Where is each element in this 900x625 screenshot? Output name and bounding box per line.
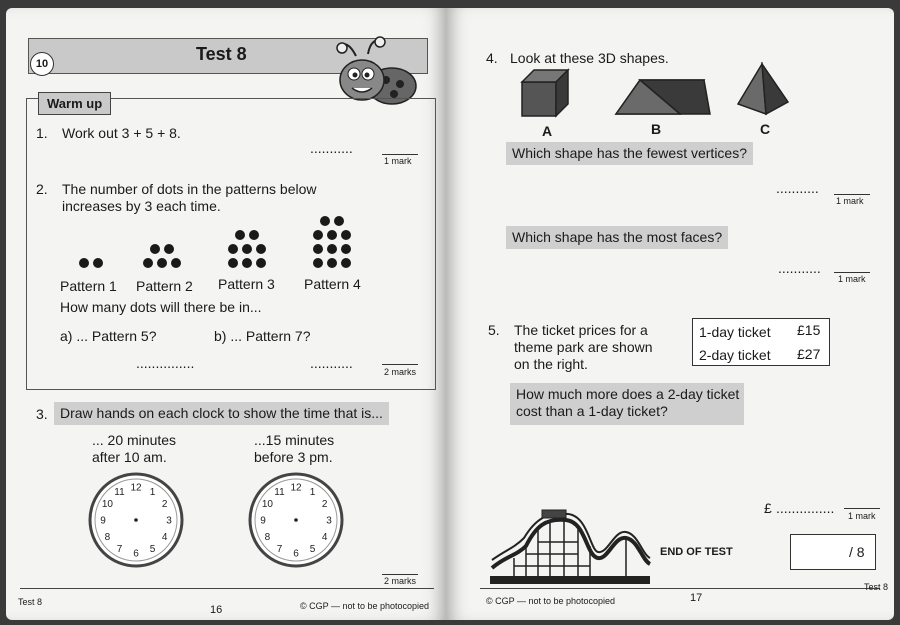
clock-number: 5 [149, 544, 156, 556]
dot [256, 244, 266, 254]
pattern-2-label: Pattern 2 [136, 278, 193, 294]
clock-number: 10 [101, 499, 113, 510]
score-total: / 8 [849, 544, 865, 560]
dot [341, 244, 351, 254]
dot [313, 258, 323, 268]
clock-number: 4 [161, 532, 168, 543]
clock-number: 11 [274, 486, 285, 498]
dot [313, 230, 323, 240]
clock-number: 7 [276, 544, 283, 556]
clock-number: 1 [149, 486, 156, 498]
q4-mark-line-1 [834, 194, 870, 195]
shape-label-b: B [651, 121, 662, 137]
q5-text-line2: theme park are shown [514, 339, 653, 355]
clock-number: 3 [166, 515, 172, 527]
pattern-3-label: Pattern 3 [218, 276, 275, 292]
footer-rule-right [480, 588, 880, 589]
dot [143, 258, 153, 268]
dot [334, 216, 344, 226]
footer-right-label: Test 8 [864, 582, 889, 592]
shape-label-c: C [760, 121, 771, 137]
clock-a[interactable] [86, 470, 186, 570]
dot [327, 258, 337, 268]
q2-mark: 2 marks [384, 367, 417, 377]
q2-part-b: b) ... Pattern 7? [214, 328, 311, 344]
q3-mark-line [382, 574, 418, 575]
clock-number: 11 [114, 486, 125, 498]
rollercoaster-icon [486, 506, 656, 588]
dot [235, 230, 245, 240]
q3-mark: 2 marks [384, 576, 417, 586]
dot [164, 244, 174, 254]
q2-answer-line-b[interactable]: ........... [310, 355, 353, 371]
ticket-1-label: 1-day ticket [699, 324, 771, 340]
right-page [446, 8, 894, 620]
q2-answer-line-a[interactable]: ............... [136, 355, 195, 371]
q4-part1: Which shape has the fewest vertices? [506, 142, 753, 165]
clock-number: 12 [130, 482, 142, 494]
q5-question-line2: cost than a 1-day ticket? [516, 403, 668, 419]
pyramid-icon [736, 62, 790, 118]
page-number-16: 16 [210, 604, 223, 616]
page-number-17: 17 [690, 592, 703, 604]
q4-number: 4. [486, 50, 498, 66]
dot [157, 258, 167, 268]
ticket-2-price: £27 [797, 346, 821, 362]
dot [327, 230, 337, 240]
ticket-price-box [692, 318, 830, 366]
q5-question-line1: How much more does a 2-day ticket [516, 386, 740, 402]
q3-number: 3. [36, 406, 48, 422]
clock-number: 6 [133, 548, 139, 560]
clock-number: 8 [104, 532, 111, 543]
q1-mark-line [382, 154, 418, 155]
dot [327, 244, 337, 254]
dot [341, 258, 351, 268]
dot [242, 258, 252, 268]
dot [313, 244, 323, 254]
q5-answer-prefix: £ [764, 500, 772, 516]
footer-rule [20, 588, 434, 589]
clock-number: 4 [321, 532, 328, 543]
dot [93, 258, 103, 268]
dot [320, 216, 330, 226]
page-title: Test 8 [196, 44, 247, 64]
copyright-left: © CGP — not to be photocopied [300, 601, 430, 611]
clock-b-line2: before 3 pm. [254, 449, 333, 465]
pattern-4-label: Pattern 4 [304, 276, 361, 292]
q5-number: 5. [488, 322, 500, 338]
clock-a-line2: after 10 am. [92, 449, 167, 465]
clock-number: 12 [290, 482, 302, 494]
q5-mark: 1 mark [848, 511, 876, 521]
dot [242, 244, 252, 254]
q2-text-line1: The number of dots in the patterns below [62, 181, 317, 197]
shape-label-a: A [542, 123, 553, 139]
q4-mark-1: 1 mark [836, 196, 864, 206]
q5-text-line3: on the right. [514, 356, 588, 372]
timer-badge: 10 [30, 52, 54, 76]
dot [171, 258, 181, 268]
clock-number: 2 [321, 499, 328, 510]
clock-number: 10 [261, 499, 273, 510]
q2-mark-line [382, 364, 418, 365]
ticket-1-price: £15 [797, 322, 821, 338]
ticket-2-label: 2-day ticket [699, 347, 771, 363]
dot [228, 258, 238, 268]
q4-text: Look at these 3D shapes. [510, 50, 669, 66]
q2-question: How many dots will there be in... [60, 299, 262, 315]
dot [79, 258, 89, 268]
left-page [6, 8, 446, 620]
clock-a-line1: ... 20 minutes [92, 432, 177, 448]
clock-number: 8 [264, 532, 271, 543]
clock-number: 7 [116, 544, 123, 556]
copyright-right: © CGP — not to be photocopied [486, 596, 616, 606]
clock-number: 9 [260, 515, 266, 527]
q5-answer-line[interactable]: ............... [776, 500, 835, 516]
q1-number: 1. [36, 125, 48, 141]
clock-number: 5 [309, 544, 316, 556]
footer-left-label: Test 8 [18, 597, 43, 607]
q1-mark: 1 mark [384, 156, 412, 166]
dot [150, 244, 160, 254]
clock-number: 1 [309, 486, 316, 498]
clock-number: 2 [161, 499, 168, 510]
clock-number: 9 [100, 515, 106, 527]
clock-b-line1: ...15 minutes [254, 432, 335, 448]
q4-answer-line-2[interactable]: ........... [778, 260, 821, 276]
clock-number: 6 [293, 548, 299, 560]
q2-number: 2. [36, 181, 48, 197]
dot [341, 230, 351, 240]
q4-mark-2: 1 mark [838, 274, 866, 284]
q4-part2: Which shape has the most faces? [506, 226, 728, 249]
cube-icon [516, 66, 572, 122]
q4-answer-line-1[interactable]: ........... [776, 180, 819, 196]
dot [256, 258, 266, 268]
dot [249, 230, 259, 240]
q2-text-line2: increases by 3 each time. [62, 198, 221, 214]
clock-b[interactable] [246, 470, 346, 570]
q1-text: Work out 3 + 5 + 8. [62, 125, 181, 141]
q5-mark-line [844, 508, 880, 509]
q5-text-line1: The ticket prices for a [514, 322, 648, 338]
score-box [790, 534, 876, 570]
q3-text: Draw hands on each clock to show the time that is... [54, 402, 389, 425]
warm-up-label: Warm up [38, 92, 111, 115]
triangular-prism-icon [614, 74, 712, 118]
q2-part-a: a) ... Pattern 5? [60, 328, 157, 344]
clock-number: 3 [326, 515, 332, 527]
end-of-test: END OF TEST [660, 546, 733, 558]
pattern-1-label: Pattern 1 [60, 278, 117, 294]
q4-mark-line-2 [834, 272, 870, 273]
q1-answer-line[interactable]: ........... [310, 140, 353, 156]
dot [228, 244, 238, 254]
